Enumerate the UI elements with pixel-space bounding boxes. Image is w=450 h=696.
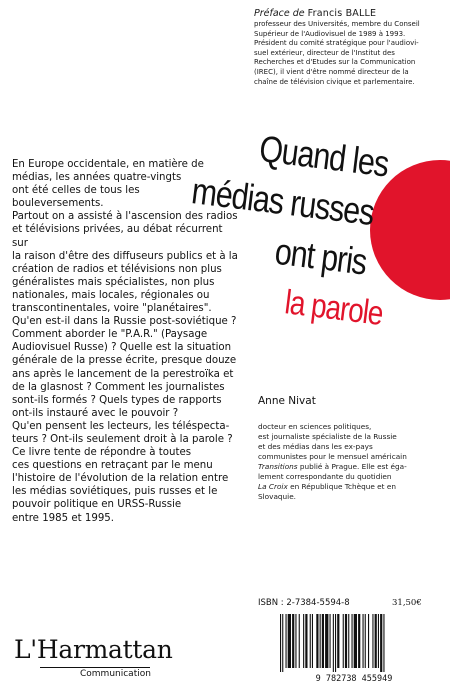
barcode-bar — [372, 614, 373, 668]
barcode-bar — [305, 614, 307, 668]
preface-line: suel extérieur, directeur de l'Institut des — [254, 48, 395, 57]
preface-line: Président du comité stratégique pour l'audiovi- — [254, 39, 419, 48]
title-line-4: la parole — [282, 283, 385, 333]
barcode-digits: 9 782738 455949 — [315, 674, 393, 684]
summary-line: médias, les années quatre-vingts — [12, 172, 182, 184]
preface-block — [254, 8, 446, 87]
author-bio-line: et des médias dans les ex-pays — [258, 442, 373, 451]
summary-text — [12, 158, 240, 525]
preface-line: Recherches et d'Etudes sur la Communication — [254, 58, 416, 67]
author-bio — [258, 422, 440, 502]
barcode-bar — [383, 614, 384, 672]
summary-line: transcontinentales, voire "planétaires". — [12, 303, 212, 315]
barcode-bar — [316, 614, 318, 668]
summary-line: généralistes mais spécialistes, non plus — [12, 276, 215, 288]
title-line-3: ont pris — [272, 230, 369, 283]
barcode-bar — [288, 614, 291, 668]
summary-line: la raison d'être des diffuseurs publics et à la — [12, 250, 238, 262]
summary-line: bouleversements. — [12, 198, 104, 210]
preface-line: Supérieur de l'Audiovisuel de 1989 à 1993. — [254, 29, 406, 38]
barcode-bar — [363, 614, 364, 668]
barcode-bar — [345, 614, 347, 668]
title-line-1: Quand les — [257, 128, 391, 185]
summary-line: Qu'en pensent les lecteurs, les téléspecta- — [12, 420, 230, 432]
barcode-bar — [299, 614, 300, 668]
author-bio-line — [258, 462, 440, 472]
barcode-bar — [335, 614, 336, 672]
newspaper-title: La Croix — [258, 482, 288, 491]
summary-line: ces questions en retraçant par le menu — [12, 460, 213, 472]
author-name: Anne Nivat — [258, 395, 316, 407]
publisher-name: L'Harmattan — [14, 635, 173, 664]
isbn: ISBN : 2-7384-5594-8 — [258, 598, 350, 608]
summary-line: de la glasnost ? Comment les journalistes — [12, 381, 225, 393]
summary-line: ont été celles de tous les — [12, 185, 140, 197]
barcode-bar — [368, 614, 369, 668]
price: 31,50€ — [392, 598, 422, 608]
preface-line: professeur des Universités, membre du Conseil — [254, 20, 420, 28]
barcode — [270, 612, 438, 684]
author-bio-text: en République Tchèque et en — [287, 482, 396, 491]
barcode-bar — [348, 614, 349, 668]
preface-line: chaîne de télévision civique et parlementaire. — [254, 77, 415, 86]
author-bio-line: docteur en sciences politiques, — [258, 422, 372, 431]
summary-line: l'histoire de l'évolution de la relation entre — [12, 473, 229, 485]
barcode-bar — [354, 614, 357, 668]
summary-line: entre 1985 et 1995. — [12, 512, 115, 524]
logo-rule — [40, 667, 150, 668]
author-bio-line: est journaliste spécialiste de la Russie — [258, 432, 397, 441]
barcode-bar — [312, 614, 313, 668]
summary-line: ans après le lancement de la perestroïka et — [12, 368, 234, 380]
barcode-bar — [295, 614, 296, 668]
barcode-bar — [303, 614, 304, 668]
author-bio-line: communistes pour le mensuel américain — [258, 452, 407, 461]
summary-line: teurs ? Ont-ils seulement droit à la parole ? — [12, 433, 233, 445]
summary-line: et télévisions privées, au débat récurrent sur — [12, 224, 223, 249]
barcode-bar — [280, 614, 281, 672]
summary-line: sont-ils formés ? Quels types de rapports — [12, 394, 222, 406]
summary-line: Partout on a assisté à l'ascension des radios — [12, 211, 238, 223]
barcode-bar — [333, 614, 334, 672]
barcode-bar — [352, 614, 353, 668]
summary-line: les médias soviétiques, puis russes et le — [12, 486, 218, 498]
barcode-bar — [365, 614, 366, 668]
summary-line: Audiovisuel Russe) ? Quelle est la situation — [12, 342, 232, 354]
author-bio-text: publié à Prague. Elle est éga- — [297, 462, 407, 471]
summary-line: nationales, mais locales, régionales ou — [12, 289, 210, 301]
preface-line: (IREC), il vient d'être nommé directeur de la — [254, 67, 409, 76]
barcode-bar — [322, 614, 324, 668]
preface-author: Francis BALLE — [307, 8, 377, 19]
author-bio-line — [258, 482, 440, 492]
barcode-bar — [310, 614, 311, 668]
barcode-bar — [282, 614, 283, 672]
summary-line: création de radios et télévisions non plus — [12, 263, 222, 275]
magazine-title: Transitions — [258, 462, 298, 471]
barcode-bar — [320, 614, 321, 668]
summary-line: pouvoir politique en URSS-Russie — [12, 499, 182, 511]
barcode-bar — [325, 614, 328, 668]
summary-line: générale de la presse écrite, presque douze — [12, 355, 237, 367]
summary-line: Ce livre tente de répondre à toutes — [12, 447, 192, 459]
author-bio-line: Slovaquie. — [258, 492, 297, 501]
barcode-bar — [358, 614, 360, 668]
author-block — [258, 395, 440, 502]
barcode-bar — [292, 614, 294, 668]
summary-line: ont-ils instauré avec le pouvoir ? — [12, 407, 179, 419]
barcode-bar — [337, 614, 339, 668]
summary-line: En Europe occidentale, en matière de — [12, 159, 204, 170]
barcode-bars — [280, 614, 385, 672]
preface-label: Préface de — [254, 8, 305, 19]
barcode-bar — [375, 614, 377, 668]
barcode-bar — [343, 614, 344, 668]
author-bio-line: lement correspondante du quotidien — [258, 472, 392, 481]
title-line-2: médias russes — [189, 170, 376, 234]
summary-line: Comment aborder le "P.A.R." (Paysage — [12, 329, 208, 341]
preface-heading — [254, 8, 446, 20]
publisher-logo — [14, 636, 174, 688]
barcode-bar — [378, 614, 379, 668]
publisher-series: Communication — [80, 669, 151, 679]
barcode-bar — [330, 614, 331, 668]
barcode-bar — [380, 614, 382, 672]
summary-line: Qu'en est-il dans la Russie post-soviétique ? — [12, 316, 237, 328]
barcode-bar — [286, 614, 287, 668]
